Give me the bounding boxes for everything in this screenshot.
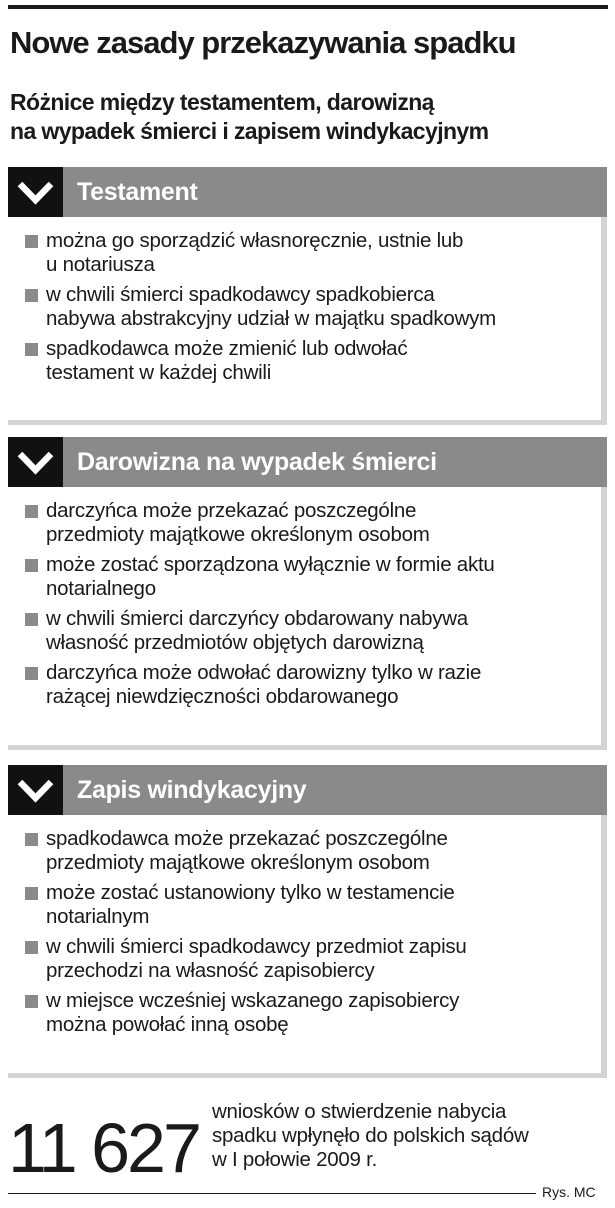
square-bullet-icon [25, 289, 38, 302]
list-item [25, 283, 597, 331]
list-item-line: darczyńca może przekazać poszczególne [46, 499, 417, 522]
credit: Rys. MC [542, 1184, 596, 1200]
list-item-line: własność przedmiotów objętych darowizną [46, 631, 424, 654]
stat-line: wniosków o stwierdzenie nabycia [212, 1100, 507, 1123]
list-item [25, 337, 597, 385]
list-item-line: rażącej niewdzięczności obdarowanego [46, 685, 399, 708]
list-item-line: w miejsce wcześniej wskazanego zapisobiercy [46, 989, 460, 1012]
list-item-line: spadkodawca może przekazać poszczególne [46, 827, 448, 850]
list-item [25, 499, 597, 547]
list-item-line: notarialnym [46, 905, 150, 928]
subtitle-line: na wypadek śmierci i zapisem windykacyjnym [10, 118, 489, 144]
section-zapis [8, 765, 607, 1078]
stat-description [212, 1100, 529, 1172]
list-item [25, 661, 597, 709]
chevron-down-icon [8, 437, 63, 487]
list-item [25, 935, 597, 983]
section-title: Testament [77, 178, 198, 206]
square-bullet-icon [25, 559, 38, 572]
top-rule [8, 5, 608, 9]
list-item-line: notarialnego [46, 577, 156, 600]
list-item-line: można go sporządzić własnoręcznie, ustnie lub [46, 229, 464, 252]
list-item-line: może zostać ustanowiony tylko w testamencie [46, 881, 455, 904]
page-title: Nowe zasady przekazywania spadku [10, 25, 516, 60]
square-bullet-icon [25, 833, 38, 846]
list-item-line: darczyńca może odwołać darowizny tylko w razie [46, 661, 482, 684]
list-item [25, 553, 597, 601]
stat-number: 11 627 [8, 1109, 199, 1187]
section-title: Darowizna na wypadek śmierci [77, 448, 437, 476]
chevron-down-icon [8, 167, 63, 217]
subtitle-line: Różnice między testamentem, darowizną [10, 89, 434, 115]
square-bullet-icon [25, 667, 38, 680]
stat-line: spadku wpłynęło do polskich sądów [212, 1124, 529, 1147]
chevron-down-icon [8, 765, 63, 815]
section-body [8, 487, 601, 745]
section-header [8, 765, 607, 815]
list-item-line: spadkodawca może zmienić lub odwołać [46, 337, 408, 360]
section-darowizna [8, 437, 607, 750]
page-subtitle [10, 88, 610, 146]
list-item-line: w chwili śmierci spadkodawcy spadkobierca [46, 283, 435, 306]
list-item-line: przechodzi na własność zapisobiercy [46, 959, 375, 982]
list-item [25, 881, 597, 929]
stat-line: w I połowie 2009 r. [212, 1148, 378, 1171]
square-bullet-icon [25, 613, 38, 626]
square-bullet-icon [25, 505, 38, 518]
list-item-line: testament w każdej chwili [46, 361, 272, 384]
list-item-line: u notariusza [46, 253, 155, 276]
square-bullet-icon [25, 343, 38, 356]
section-title: Zapis windykacyjny [77, 776, 307, 804]
list-item-line: może zostać sporządzona wyłącznie w formie aktu [46, 553, 495, 576]
list-item-line: w chwili śmierci darczyńcy obdarowany nabywa [46, 607, 468, 630]
list-item [25, 989, 597, 1037]
list-item-line: przedmioty majątkowe określonym osobom [46, 523, 430, 546]
square-bullet-icon [25, 941, 38, 954]
list-item-line: w chwili śmierci spadkodawcy przedmiot zapisu [46, 935, 467, 958]
list-item-line: nabywa abstrakcyjny udział w majątku spadkowym [46, 307, 496, 330]
square-bullet-icon [25, 995, 38, 1008]
square-bullet-icon [25, 887, 38, 900]
list-item [25, 607, 597, 655]
footer-rule [8, 1193, 536, 1194]
list-item [25, 229, 597, 277]
section-header [8, 167, 607, 217]
section-body [8, 217, 601, 420]
section-body [8, 815, 601, 1073]
section-testament [8, 167, 607, 425]
list-item-line: można powołać inną osobę [46, 1013, 289, 1036]
list-item [25, 827, 597, 875]
section-header [8, 437, 607, 487]
list-item-line: przedmioty majątkowe określonym osobom [46, 851, 430, 874]
square-bullet-icon [25, 235, 38, 248]
